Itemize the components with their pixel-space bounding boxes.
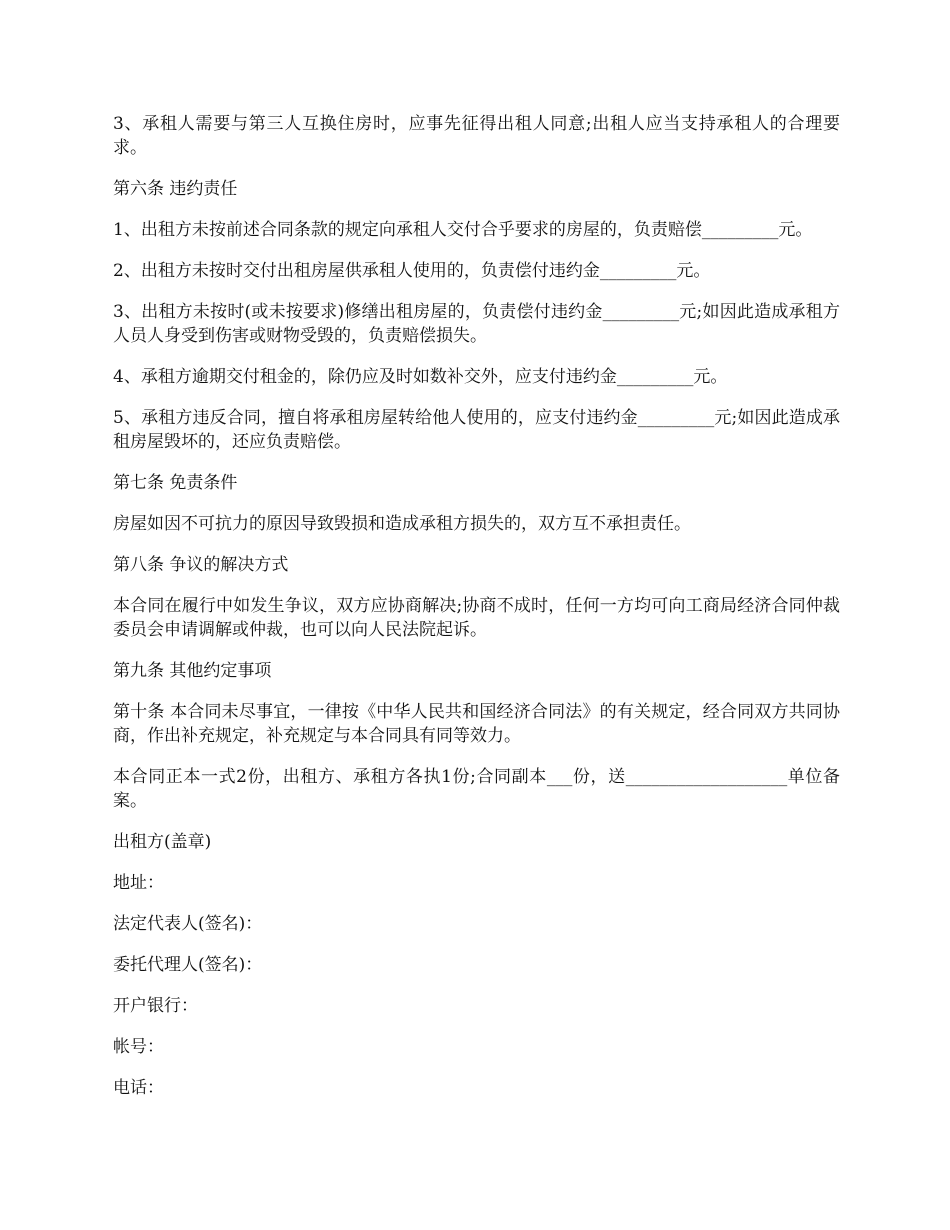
clause-paragraph: 房屋如因不可抗力的原因导致毁损和造成承租方损失的，双方互不承担责任。 [113,514,691,534]
clause-paragraph: 本合同在履行中如发生争议，双方应协商解决;协商不成时，任何一方均可向工商局经济合同仲裁委员会申请调解或仲裁，也可以向人民法院起诉。 [113,596,840,640]
section-heading: 第八条 争议的解决方式 [113,555,289,575]
clause-paragraph: 5、承租方违反合同，擅自将承租房屋转给他人使用的，应支付违约金_________元;如因此造成承租房屋毁坏的，还应负责赔偿。 [113,408,840,452]
clause-paragraph: 1、出租方未按前述合同条款的规定向承租人交付合乎要求的房屋的，负责赔偿_________元。 [113,220,813,240]
signature-legal-representative: 法定代表人(签名)： [113,914,263,934]
signature-phone: 电话： [113,1078,164,1098]
section-heading: 第六条 违约责任 [113,179,238,199]
clause-paragraph: 本合同正本一式2份，出租方、承租方各执1份;合同副本___份，送___________________单位备案。 [113,767,840,811]
signature-authorized-agent: 委托代理人(签名)： [113,955,263,975]
clause-paragraph: 2、出租方未按时交付出租房屋供承租人使用的，负责偿付违约金_________元。 [113,261,711,281]
clause-paragraph: 4、承租方逾期交付租金的，除仍应及时如数补交外，应支付违约金_________元。 [113,367,728,387]
signature-lessor-seal: 出租方(盖章) [113,832,212,852]
clause-paragraph: 第十条 本合同未尽事宜，一律按《中华人民共和国经济合同法》的有关规定，经合同双方共同协商，作出补充规定，补充规定与本合同具有同等效力。 [113,702,840,746]
section-heading: 第七条 免责条件 [113,473,238,493]
section-heading: 第九条 其他约定事项 [113,661,272,681]
signature-address: 地址： [113,873,164,893]
signature-bank: 开户银行： [113,996,198,1016]
clause-paragraph: 3、出租方未按时(或未按要求)修缮出租房屋的，负责偿付违约金_________元;如因此造成承租方人员人身受到伤害或财物受毁的，负责赔偿损失。 [113,302,840,346]
document-page [113,112,840,1117]
clause-paragraph: 3、承租人需要与第三人互换住房时，应事先征得出租人同意;出租人应当支持承租人的合理要求。 [113,114,840,158]
signature-account-number: 帐号： [113,1037,164,1057]
